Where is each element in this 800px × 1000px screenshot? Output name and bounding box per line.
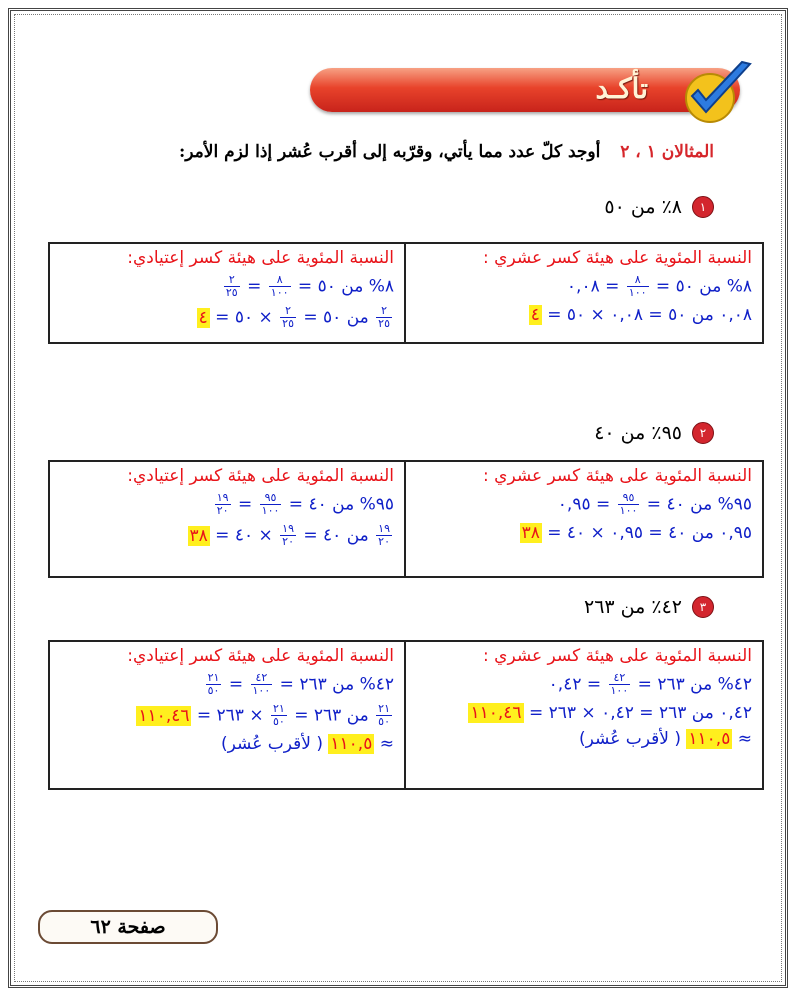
numerator: ٢ — [280, 305, 296, 318]
highlighted-answer: ١١٠,٤٦ — [470, 703, 522, 723]
solution-line — [416, 523, 752, 543]
fraction — [618, 492, 640, 517]
fraction — [376, 523, 392, 548]
numerator: ١٩ — [282, 522, 294, 535]
solution-line — [416, 703, 752, 723]
numerator: ٨ — [269, 274, 291, 287]
solution-line — [60, 703, 394, 728]
solution-line — [60, 523, 394, 548]
fraction — [609, 672, 631, 697]
expr: = — [238, 494, 253, 515]
fraction — [251, 672, 273, 697]
expr: من ٤٠ = — [303, 525, 369, 546]
fraction — [215, 492, 231, 517]
solution-line — [60, 734, 394, 754]
expr: ٨% من ٥٠ = — [655, 276, 752, 297]
highlighted-answer: ٤ — [198, 307, 208, 328]
numerator: ٢ — [376, 305, 392, 318]
header-title: تأكـد — [595, 72, 648, 105]
expr: = — [228, 674, 244, 695]
problem-prompt: ٤٢٪ من ٢٦٣ — [584, 596, 682, 618]
denominator: ٢٥ — [225, 286, 238, 299]
expr: × ٥٠ = — [215, 307, 273, 328]
numerator: ٤٢ — [251, 672, 273, 685]
expr: = — [247, 276, 262, 297]
decimal-method-title: النسبة المئوية على هيئة كسر عشري : — [483, 248, 752, 268]
approx-sign: ≈ — [379, 734, 394, 754]
fraction — [627, 274, 649, 299]
problem-1-header — [604, 196, 714, 218]
solution-line — [416, 305, 752, 325]
decimal-method-cell — [406, 462, 762, 576]
expr: من ٢٦٣ = — [294, 705, 369, 726]
numerator: ٩٥ — [260, 492, 282, 505]
solution-line — [416, 492, 752, 517]
check-icon — [672, 58, 758, 128]
solution-line — [60, 305, 394, 330]
expr: = ٠,٩٥ — [557, 494, 611, 515]
fraction-method-cell — [50, 462, 406, 576]
denominator: ٥٠ — [207, 684, 220, 697]
highlighted-answer: ٣٨ — [521, 523, 540, 543]
problem-prompt: ٩٥٪ من ٤٠ — [594, 422, 682, 444]
instruction-text: أوجد كلّ عدد مما يأتي، وقرّبه إلى أقرب عُشر إذا لزم الأمر: — [179, 142, 601, 162]
problem-number-badge: ٣ — [692, 596, 714, 618]
fraction — [271, 703, 287, 728]
instruction — [179, 142, 714, 162]
problem-2-header — [594, 422, 714, 444]
denominator: ٢٠ — [282, 535, 294, 548]
fraction — [260, 492, 282, 517]
problem-number-badge: ٢ — [692, 422, 714, 444]
expr: ٠,٩٥ من ٤٠ = ٠,٩٥ × ٤٠ = — [547, 523, 752, 543]
denominator: ٢٠ — [216, 504, 229, 517]
denominator: ٢٥ — [378, 317, 390, 330]
denominator: ١٠٠ — [628, 286, 647, 299]
fraction-method-cell — [50, 642, 406, 788]
expr: ٩٥% من ٤٠ = — [288, 494, 394, 515]
decimal-method-cell — [406, 642, 762, 788]
numerator: ٩٥ — [618, 492, 640, 505]
numerator: ٤٢ — [609, 672, 631, 685]
denominator: ١٠٠ — [252, 684, 271, 697]
denominator: ٥٠ — [378, 715, 390, 728]
highlighted-answer: ٣٨ — [189, 525, 208, 546]
denominator: ٥٠ — [273, 715, 285, 728]
highlighted-answer: ٤ — [530, 305, 540, 325]
decimal-method-title: النسبة المئوية على هيئة كسر عشري : — [483, 646, 752, 666]
expr: ٠,٠٨ من ٥٠ = ٠,٠٨ × ٥٠ = — [547, 305, 752, 325]
answer-table-2 — [48, 460, 764, 578]
numerator: ٢١ — [378, 702, 390, 715]
expr: ٨% من ٥٠ = — [297, 276, 394, 297]
denominator: ١٠٠ — [610, 684, 629, 697]
numerator: ٢١ — [207, 671, 220, 684]
solution-line — [416, 672, 752, 697]
expr: = ٠,٤٢ — [548, 674, 602, 695]
expr: × ٤٠ = — [215, 525, 273, 546]
fraction-method-title: النسبة المئوية على هيئة كسر إعتيادي: — [127, 466, 394, 486]
highlighted-answer: ١١٠,٤٦ — [138, 705, 190, 726]
numerator: ١٩ — [378, 522, 390, 535]
expr: × ٢٦٣ = — [196, 705, 264, 726]
fraction-method-title: النسبة المئوية على هيئة كسر إعتيادي: — [127, 248, 394, 268]
problem-3-header — [584, 596, 714, 618]
problem-prompt: ٨٪ من ٥٠ — [604, 196, 682, 218]
fraction-method-title: النسبة المئوية على هيئة كسر إعتيادي: — [127, 646, 394, 666]
problem-number-badge: ١ — [692, 196, 714, 218]
expr: ٤٢% من ٢٦٣ = — [637, 674, 752, 695]
fraction-method-cell — [50, 244, 406, 342]
numerator: ٢ — [224, 274, 240, 287]
expr: من ٥٠ = — [303, 307, 369, 328]
expr: = ٠,٠٨ — [566, 276, 620, 297]
approx-sign: ≈ — [737, 729, 752, 749]
denominator: ٢٥ — [282, 317, 294, 330]
highlighted-answer: ١١٠,٥ — [688, 729, 731, 749]
expr: ٠,٤٢ من ٢٦٣ = ٠,٤٢ × ٢٦٣ = — [528, 703, 752, 723]
numerator: ٨ — [627, 274, 649, 287]
solution-line — [416, 729, 752, 749]
denominator: ١٠٠ — [619, 504, 638, 517]
denominator: ١٠٠ — [261, 504, 280, 517]
fraction — [224, 274, 240, 299]
solution-line — [60, 274, 394, 299]
solution-line — [416, 274, 752, 299]
rounding-note: ( لأقرب عُشر) — [579, 729, 681, 749]
examples-label: المثالان ١ ، ٢ — [620, 142, 714, 162]
fraction — [376, 703, 392, 728]
expr: ٤٢% من ٢٦٣ = — [279, 674, 394, 695]
rounding-note: ( لأقرب عُشر) — [221, 734, 323, 754]
answer-table-1 — [48, 242, 764, 344]
fraction — [376, 305, 392, 330]
solution-line — [60, 492, 394, 517]
numerator: ٢١ — [273, 702, 285, 715]
denominator: ٢٠ — [378, 535, 390, 548]
denominator: ١٠٠ — [270, 286, 289, 299]
decimal-method-title: النسبة المئوية على هيئة كسر عشري : — [483, 466, 752, 486]
decimal-method-cell — [406, 244, 762, 342]
highlighted-answer: ١١٠,٥ — [330, 734, 373, 754]
fraction — [206, 672, 222, 697]
fraction — [269, 274, 291, 299]
numerator: ١٩ — [216, 491, 229, 504]
fraction — [280, 305, 296, 330]
solution-line — [60, 672, 394, 697]
answer-table-3 — [48, 640, 764, 790]
expr: ٩٥% من ٤٠ = — [646, 494, 752, 515]
page-number-label: صفحة ٦٢ — [38, 910, 218, 944]
fraction — [280, 523, 296, 548]
